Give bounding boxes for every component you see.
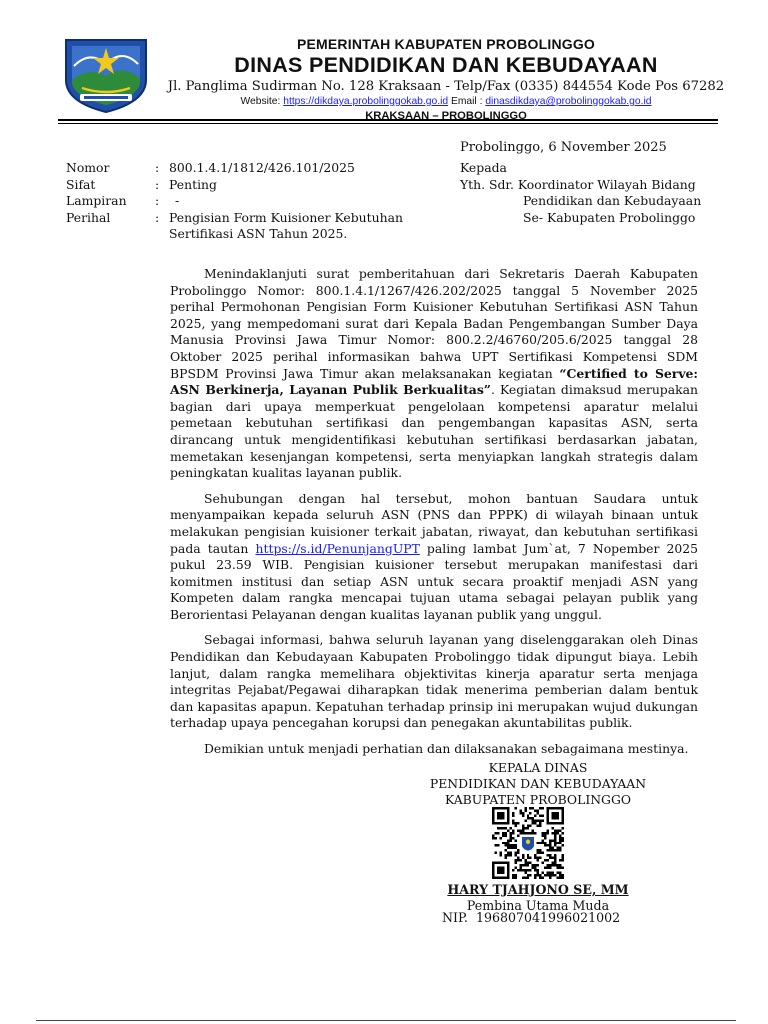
paragraph-2-text-a: Sehubungan dengan hal tersebut, mohon bantuan Saudara untuk menyampaikan kepada seluruh ASN (PNS dan PPPK) di wilayah binaan untuk melakukan pengisian kuisioner terkait jabatan, riwayat, dan kebutuhan sertifikasi pada tautan bbox=[170, 490, 698, 556]
signer-agency: PENDIDIKAN DAN KEBUDAYAAN bbox=[429, 776, 647, 791]
letter-body bbox=[170, 266, 698, 767]
recipient-line1: Yth. Sdr. Koordinator Wilayah Bidang bbox=[460, 176, 696, 192]
sifat-value: Penting bbox=[169, 176, 217, 192]
paragraph-2 bbox=[170, 491, 698, 624]
website-label: Website: bbox=[240, 96, 284, 107]
footer-rule bbox=[36, 1020, 736, 1021]
paragraph-2-text-b: paling lambat Jum`at, 7 Nopember 2025 pukul 23.59 WIB. Pengisian kuisioner tersebut merupakan manifestasi dari komitmen institusi dan setiap ASN untuk secara proaktif menjadi ASN yang Kompeten dalam rangka mencapai tujuan utama sebagai pelayan publik yang Berorientasi Pelayanan dengan kualitas layanan publik yang unggul. bbox=[170, 540, 698, 622]
event-title: “Certified to Serve: ASN Berkinerja, Layanan Publik Berkualitas” bbox=[170, 365, 698, 398]
recipient-kepada: Kepada bbox=[460, 160, 507, 175]
lampiran-value: - bbox=[175, 193, 180, 208]
nip-label: NIP. bbox=[442, 910, 468, 925]
agency-city: KRAKSAAN – PROBOLINGGO bbox=[365, 110, 527, 122]
contact-line bbox=[156, 95, 736, 108]
signer-rank: Pembina Utama Muda bbox=[466, 898, 610, 913]
recipient-line3: Se- Kabupaten Probolinggo bbox=[523, 209, 696, 225]
lampiran-label: Lampiran bbox=[66, 193, 127, 208]
paragraph-4: Demikian untuk menjadi perhatian dan dilaksanakan sebagaimana mestinya. bbox=[204, 741, 689, 757]
website-link[interactable]: https://dikdaya.probolinggokab.go.id bbox=[283, 96, 449, 107]
email-link[interactable]: dinasdikdaya@probolinggokab.go.id bbox=[485, 96, 652, 107]
signer-name: HARY TJAHJONO SE, MM bbox=[447, 882, 629, 897]
letterhead bbox=[156, 36, 736, 123]
colon: : bbox=[155, 176, 160, 192]
questionnaire-link[interactable]: https://s.id/PenunjangUPT bbox=[255, 540, 420, 556]
paragraph-1-text-b: . Kegiatan dimaksud merupakan bagian dari upaya memperkuat pengelolaan kompetensi aparatur melalui pemetaan kebutuhan sertifikasi dan pengembangan kapasitas ASN, serta dirancang untuk mengidentifikasi kebutuhan sertifikasi berdasarkan jabatan, memetakan kesenjangan kompetensi, serta menyiapkan langkah strategis dalam peningkatan kualitas layanan publik. bbox=[170, 382, 699, 481]
sifat-label: Sifat bbox=[66, 176, 96, 192]
colon: : bbox=[155, 209, 160, 225]
agency-name: DINAS PENDIDIKAN DAN KEBUDAYAAN bbox=[234, 53, 658, 77]
signer-nip bbox=[442, 910, 620, 926]
recipient-block bbox=[460, 160, 701, 226]
nip-value: 196807041996021002 bbox=[475, 910, 621, 925]
regency-crest-icon bbox=[60, 36, 152, 114]
nomor-value: 800.1.4.1/1812/426.101/2025 bbox=[169, 160, 355, 175]
perihal-label: Perihal bbox=[66, 209, 111, 225]
meta-row-lampiran bbox=[66, 193, 415, 210]
header-rule-thick bbox=[58, 119, 718, 121]
agency-address: Jl. Panglima Sudirman No. 128 Kraksaan - Telp/Fax (0335) 844554 Kode Pos 67282 bbox=[167, 79, 725, 94]
meta-row-sifat bbox=[66, 177, 415, 194]
meta-row-nomor bbox=[66, 160, 415, 177]
paragraph-1-text-a: Menindaklanjuti surat pemberitahuan dari Sekretaris Daerah Kabupaten Probolinggo Nomor: 800.1.4.1/1267/426.202/2025 tanggal 5 November 2025 perihal Permohonan Pengisian Form Kuisioner Kebutuhan Sertifikasi ASN Tahun 2025, yang mempedomani surat dari Kepala Badan Pengembangan Sumber Daya Manusia Provinsi Jawa Timur Nomor: 800.2.2/46760/205.6/2025 tanggal 28 Oktober 2025 perihal informasikan bahwa UPT Sertifikasi Kompetensi SDM BPSDM Provinsi Jawa Timur akan melaksanakan kegiatan bbox=[170, 266, 698, 381]
signer-regency: KABUPATEN PROBOLINGGO bbox=[444, 792, 632, 807]
paragraph-1 bbox=[170, 266, 698, 482]
colon: : bbox=[155, 160, 160, 175]
recipient-line2: Pendidikan dan Kebudayaan bbox=[523, 193, 702, 208]
colon: : bbox=[155, 193, 160, 208]
email-label: Email : bbox=[448, 96, 486, 107]
meta-row-perihal bbox=[66, 210, 415, 243]
header-rule-thin bbox=[58, 123, 718, 124]
signature-block bbox=[404, 760, 672, 808]
signer-title: KEPALA DINAS bbox=[488, 760, 588, 775]
qr-code-icon bbox=[492, 807, 564, 879]
perihal-value: Pengisian Form Kuisioner Kebutuhan Sertifikasi ASN Tahun 2025. bbox=[169, 209, 403, 241]
letter-meta bbox=[66, 160, 415, 243]
letter-date: Probolinggo, 6 November 2025 bbox=[460, 140, 667, 155]
government-name: PEMERINTAH KABUPATEN PROBOLINGGO bbox=[296, 36, 596, 52]
paragraph-3: Sebagai informasi, bahwa seluruh layanan yang diselenggarakan oleh Dinas Pendidikan dan Kebudayaan Kabupaten Probolinggo tidak dipungut biaya. Lebih lanjut, dalam rangka memelihara objektivitas kinerja aparatur serta menjaga integritas Pejabat/Pegawai diharapkan tidak menerima pemberian dalam bentuk dan kapasitas apapun. Kepatuhan terhadap prinsip ini merupakan wujud dukungan terhadap upaya pencegahan korupsi dan penegakan akuntabilitas publik. bbox=[170, 632, 698, 731]
nomor-label: Nomor bbox=[66, 160, 110, 175]
